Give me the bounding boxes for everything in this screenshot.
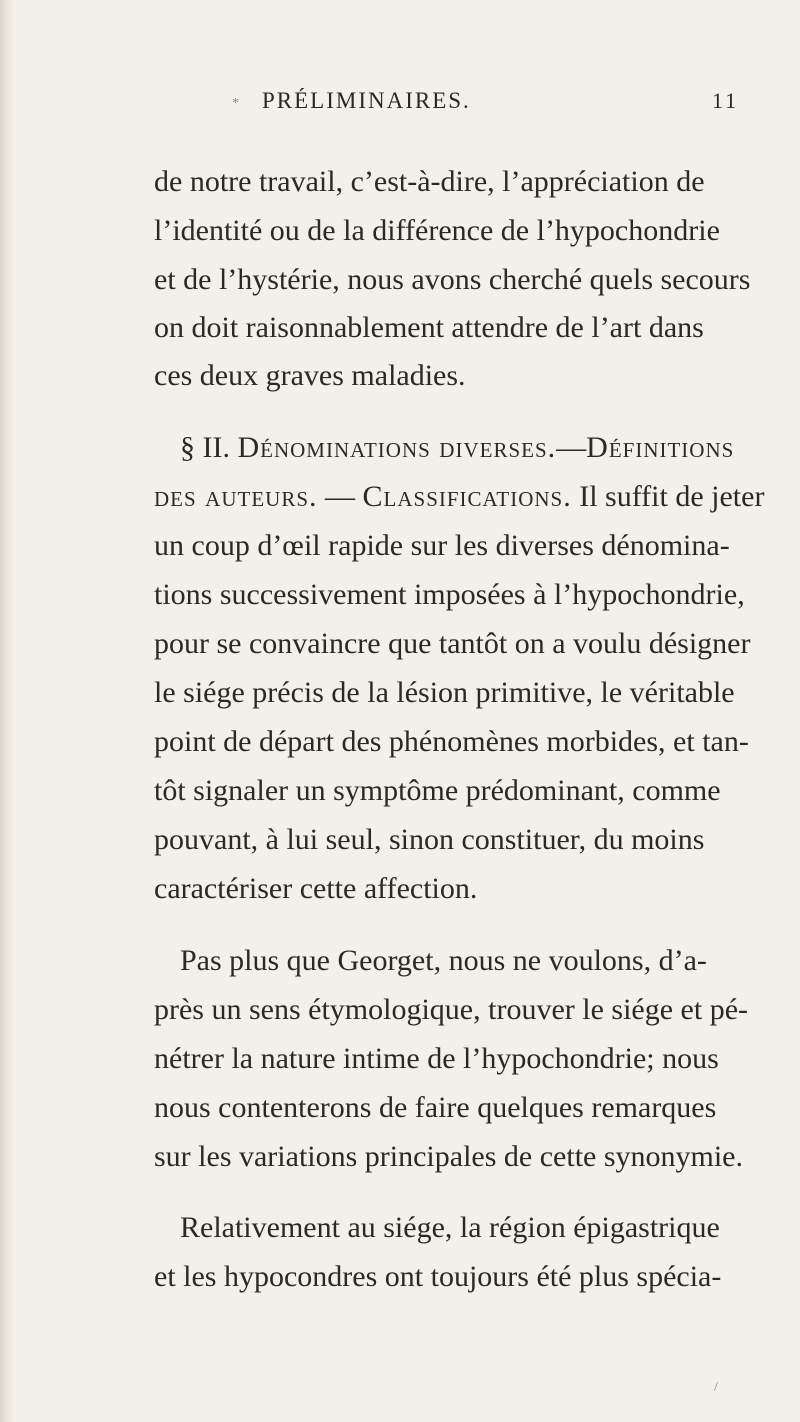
text-line: près un sens étymologique, trouver le siége et pé- bbox=[154, 993, 748, 1026]
text-line: nous contenterons de faire quelques remarques bbox=[154, 1091, 717, 1124]
page-number: 11 bbox=[712, 88, 740, 113]
running-title: PRÉLIMINAIRES. bbox=[262, 88, 471, 113]
text-line: l’identité ou de la différence de l’hypochondrie bbox=[154, 214, 720, 247]
text-line: nétrer la nature intime de l’hypochondrie; nous bbox=[154, 1042, 719, 1075]
text-line: et les hypocondres ont toujours été plus spécia- bbox=[154, 1260, 722, 1293]
text-line: le siége précis de la lésion primitive, le véritable bbox=[154, 676, 735, 709]
em-dash: — bbox=[556, 431, 587, 464]
section-heading: Définitions bbox=[586, 431, 735, 464]
text-line: Relativement au siége, la région épigastrique bbox=[180, 1211, 720, 1244]
page-edge-shadow bbox=[0, 0, 14, 1422]
text-line: sur les variations principales de cette synonymie. bbox=[154, 1140, 743, 1173]
text-line: tôt signaler un symptôme prédominant, comme bbox=[154, 774, 721, 807]
text-line: caractériser cette affection. bbox=[154, 872, 478, 905]
section-heading: Dénominations diverses. bbox=[237, 431, 557, 464]
text-line: et de l’hystérie, nous avons cherché quels secours bbox=[154, 263, 751, 296]
ink-speck: * bbox=[232, 96, 239, 111]
page-header bbox=[0, 88, 800, 128]
text-line: pouvant, à lui seul, sinon constituer, du moins bbox=[154, 823, 705, 856]
section-number: § II. bbox=[180, 431, 230, 464]
text-line: ces deux graves maladies. bbox=[154, 359, 466, 392]
text-run: Il suffit de jeter bbox=[579, 480, 765, 513]
em-dash: — bbox=[325, 480, 356, 513]
text-line: pour se convaincre que tantôt on a voulu désigner bbox=[154, 627, 751, 660]
text-line: Pas plus que Georget, nous ne voulons, d’a- bbox=[180, 944, 707, 977]
text-line: un coup d’œil rapide sur les diverses dénomina- bbox=[154, 529, 730, 562]
section-heading-line bbox=[180, 428, 734, 468]
section-heading: Classifications. bbox=[362, 480, 572, 513]
ink-speck: / bbox=[714, 1380, 718, 1395]
text-line: on doit raisonnablement attendre de l’art dans bbox=[154, 311, 704, 344]
text-line: de notre travail, c’est-à-dire, l’appréciation de bbox=[154, 165, 705, 198]
text-line: tions successivement imposées à l’hypochondrie, bbox=[154, 578, 745, 611]
text-line: point de départ des phénomènes morbides, et tan- bbox=[154, 725, 749, 758]
section-heading: des auteurs. bbox=[154, 480, 318, 513]
section-heading-line bbox=[154, 477, 764, 517]
